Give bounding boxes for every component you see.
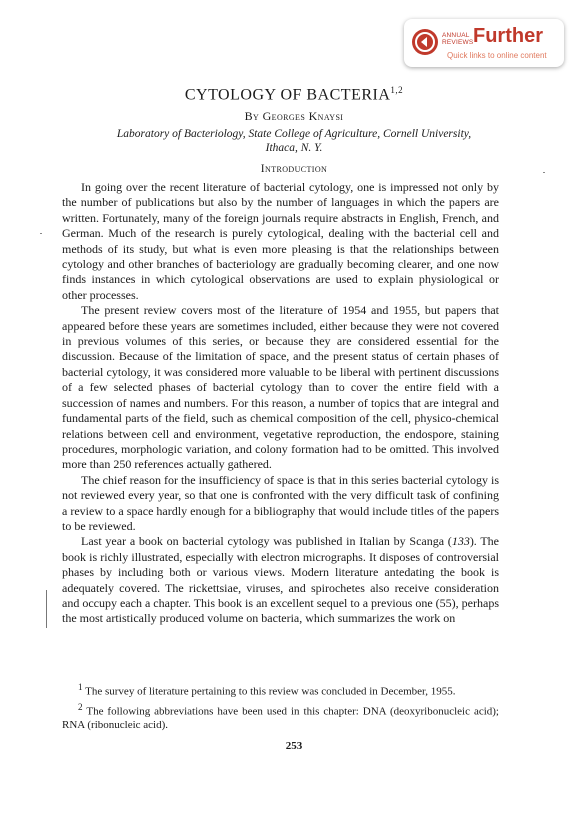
affiliation-line-1: Laboratory of Bacteriology, State College of Agriculture, Cornell University, bbox=[116, 128, 472, 140]
footnote-2 bbox=[62, 700, 499, 733]
margin-scan-dot bbox=[40, 233, 42, 234]
footnote-2-marker: 2 bbox=[78, 701, 83, 712]
paragraph-1: In going over the recent literature of bacterial cytology, one is impressed not only by the number of publications but also by the number of languages in which the papers are written. Fortunately, many of the foreign journals require abstracts in English, French, and German. Much of the research is purely cytological, dealing with the bacterial cell and methods of its study, but what is even more pleasing is that the relationships between cytology and other branches of bacteriology are gradually becoming clearer, and one now finds instances in which cytological observations are used to explain physiological or other processes. bbox=[62, 180, 499, 302]
author-byline: By Georges Knaysi bbox=[244, 109, 344, 123]
paragraph-4 bbox=[62, 534, 499, 626]
article-title bbox=[0, 85, 588, 104]
article-title-text: CYTOLOGY OF BACTERIA bbox=[184, 86, 391, 104]
article-body bbox=[62, 180, 499, 627]
footnote-1 bbox=[62, 680, 499, 699]
margin-scan-dot bbox=[543, 172, 545, 173]
section-heading-introduction: Introduction bbox=[260, 163, 328, 175]
footnote-1-text: The survey of literature pertaining to this review was concluded in December, 1955. bbox=[85, 685, 456, 698]
badge-quick-links-label: Quick links to online content bbox=[447, 51, 547, 60]
paragraph-3: The chief reason for the insufficiency of space is that in this series bacterial cytology is not reviewed every year, so that one is confronted with the very difficult task of confining a review to a space hardly enough for a bibliography that would include titles of the papers to be reviewed. bbox=[62, 472, 499, 533]
footnote-2-text: The following abbreviations have been used in this chapter: DNA (deoxyribonucleic acid); RNA (ribonucleic acid). bbox=[62, 705, 499, 732]
affiliation-line-2: Ithaca, N. Y. bbox=[265, 142, 323, 154]
author-affiliation bbox=[100, 127, 488, 155]
margin-scan-mark bbox=[46, 590, 47, 628]
annual-reviews-further-badge[interactable] bbox=[404, 19, 564, 67]
reference-citation: 133 bbox=[451, 534, 470, 549]
paragraph-4-part-b: ). The book is richly illustrated, especially with electron micrographs. It disposes of controversial phases by including both or various views. Modern literature antedating the book is adequately covered. The rickettsiae, viruses, and spirochetes also receive consideration and occupy each a chapter. This book is an excellent sequel to a previous one (55), perhaps the most artistically produced volume on bacteria, which summarizes the work on bbox=[62, 534, 500, 626]
footnotes bbox=[62, 680, 499, 733]
badge-annual-reviews-label: ANNUAL REVIEWS bbox=[442, 32, 474, 46]
paragraph-2: The present review covers most of the literature of 1954 and 1955, but papers that appeared before these years are sometimes included, either because they were not covered in previous volumes of this series, or because they are considered essential for the discussion. Because of the limitation of space, and the present status of certain phases of bacterial cytology, it was considered more valuable to be liberal with pertinent discussions of a few selected phases of bacterial cytology than to cover the entire field with a succession of names and numbers. For this reason, a number of topics that are integral and fundamental parts of the field, such as chemical composition of the cell, physico-chemical relations between cell and environment, vegetative reproduction, the endospore, staining procedures, morphologic variation, and colony formation had to be omitted. This involved more than 250 references actually gathered. bbox=[62, 303, 499, 472]
title-footnote-marker: 1,2 bbox=[390, 85, 404, 95]
paragraph-4-part-a: Last year a book on bacterial cytology was published in Italian by Scanga ( bbox=[81, 534, 452, 549]
annual-reviews-logo-icon bbox=[412, 29, 438, 55]
footnote-1-marker: 1 bbox=[78, 682, 83, 692]
badge-further-label: Further bbox=[473, 25, 543, 47]
page-number: 253 bbox=[285, 740, 303, 752]
